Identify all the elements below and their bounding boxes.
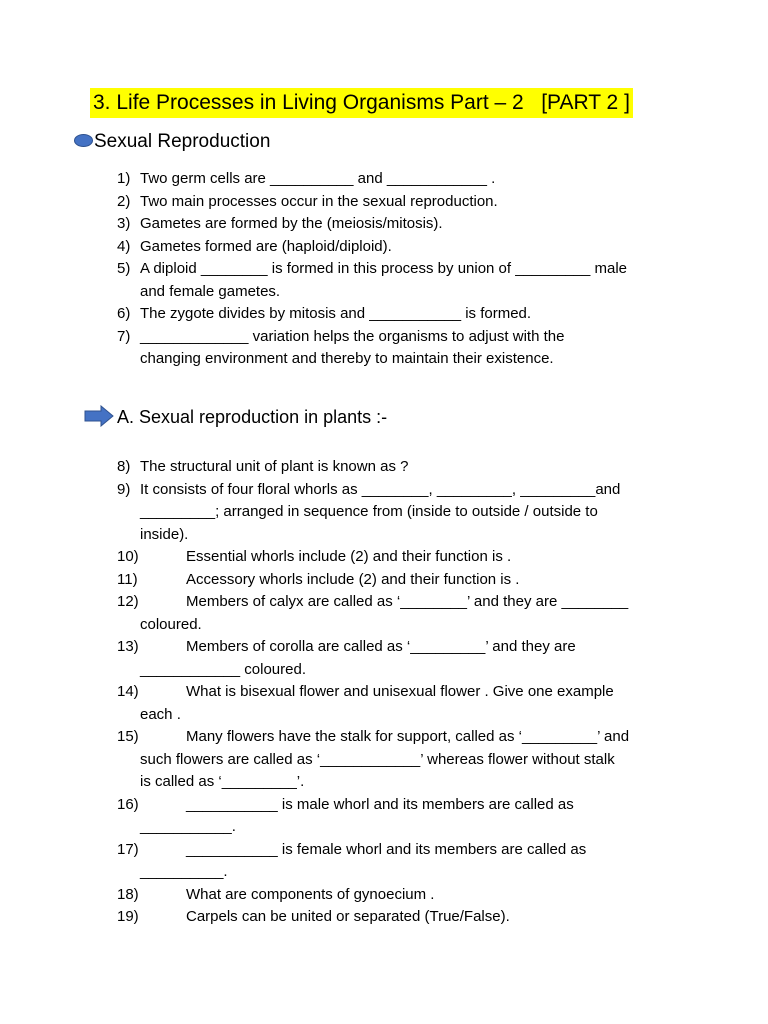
question-text-continued: each . (140, 705, 181, 723)
question-text: What is bisexual flower and unisexual flower . Give one example (186, 683, 614, 700)
question-text-continued: _________; arranged in sequence from (inside to outside / outside to (140, 503, 598, 520)
question-text: ___________ is male whorl and its members are called as (186, 795, 574, 813)
question-number: 8) (117, 458, 131, 475)
question-number: 7) (117, 327, 131, 345)
question-number: 14) (117, 683, 139, 700)
question-text: Gametes formed are (haploid/diploid). (140, 237, 392, 255)
question-number: 18) (117, 885, 139, 903)
question-number: 9) (117, 480, 131, 498)
question-number: 11) (117, 570, 138, 588)
question-number: 5) (117, 260, 131, 277)
question-number: 4) (117, 237, 131, 255)
question-text: It consists of four floral whorls as ________, _________, _________and (140, 480, 621, 498)
question-text-continued: coloured. (140, 615, 202, 633)
subsection-heading (84, 404, 387, 430)
question-number: 13) (117, 638, 139, 655)
question-text: Members of calyx are called as ‘________’ and they are ________ (186, 593, 629, 610)
question-text: _____________ variation helps the organisms to adjust with the (140, 327, 565, 345)
subsection-heading-text: A. Sexual reproduction in plants :- (117, 407, 388, 427)
question-number: 10) (117, 548, 139, 565)
question-text: Gametes are formed by the (meiosis/mitosis). (140, 215, 443, 232)
question-text: Carpels can be united or separated (True/False). (186, 908, 510, 925)
section-heading-text: Sexual Reproduction (94, 131, 271, 152)
question-text: and female gametes. (140, 282, 281, 300)
question-number: 6) (117, 305, 131, 322)
question-text-continued: __________. (140, 863, 228, 880)
question-number: 19) (117, 908, 139, 925)
question-text-continued: ___________. (140, 818, 236, 835)
question-number: 16) (117, 795, 139, 813)
question-text: Two germ cells are __________ and ____________ . (140, 170, 496, 187)
question-number: 2) (117, 192, 131, 210)
question-text: Two main processes occur in the sexual reproduction. (140, 192, 498, 210)
question-text-continued: inside). (140, 525, 189, 543)
question-number: 12) (117, 593, 139, 610)
question-text: Many flowers have the stalk for support, called as ‘_________’ and (186, 728, 630, 745)
question-number: 15) (117, 728, 139, 745)
question-text: What are components of gynoecium . (186, 885, 435, 903)
oval-bullet-icon (74, 134, 93, 147)
question-text: changing environment and thereby to maintain their existence. (140, 350, 554, 367)
question-text-continued: ____________ coloured. (140, 660, 306, 678)
section-heading (74, 129, 270, 155)
question-text: Essential whorls include (2) and their function is . (186, 548, 512, 565)
question-number: 3) (117, 215, 131, 232)
question-text-continued: is called as ‘_________’. (140, 773, 305, 790)
page-title: 3. Life Processes in Living Organisms Part – 2 [PART 2 ] (90, 88, 633, 118)
question-text: Accessory whorls include (2) and their function is . (186, 570, 520, 588)
question-text: The structural unit of plant is known as ? (140, 458, 409, 475)
right-arrow-icon (84, 405, 114, 427)
question-number: 1) (117, 170, 131, 187)
question-text-continued: such flowers are called as ‘____________’ whereas flower without stalk (140, 750, 615, 768)
question-text: Members of corolla are called as ‘_________’ and they are (186, 638, 576, 655)
question-number: 17) (117, 840, 139, 858)
question-text: A diploid ________ is formed in this process by union of _________ male (140, 260, 627, 277)
question-text: ___________ is female whorl and its members are called as (186, 840, 587, 858)
question-text: The zygote divides by mitosis and ___________ is formed. (140, 305, 532, 322)
